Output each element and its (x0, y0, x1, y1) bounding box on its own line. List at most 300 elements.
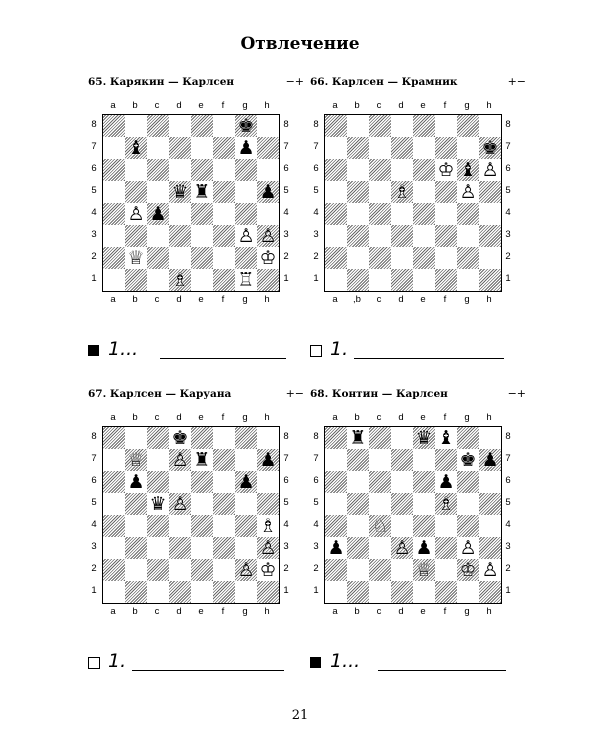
square-g2[interactable] (235, 247, 257, 269)
square-c5[interactable] (147, 493, 169, 515)
square-c8[interactable] (369, 115, 391, 137)
square-g6[interactable] (457, 471, 479, 493)
square-e4[interactable] (413, 515, 435, 537)
square-f4[interactable] (435, 203, 457, 225)
white-knight-icon[interactable]: ♘ (371, 515, 389, 537)
square-a5[interactable] (103, 181, 125, 203)
square-b3[interactable] (125, 537, 147, 559)
square-e4[interactable] (191, 515, 213, 537)
square-h2[interactable] (257, 247, 279, 269)
square-d1[interactable] (169, 581, 191, 603)
square-d4[interactable] (391, 515, 413, 537)
square-f8[interactable] (435, 115, 457, 137)
square-c2[interactable] (369, 559, 391, 581)
square-f2[interactable] (213, 559, 235, 581)
square-e3[interactable] (191, 225, 213, 247)
square-e7[interactable] (413, 449, 435, 471)
square-b8[interactable] (125, 427, 147, 449)
square-d5[interactable] (169, 493, 191, 515)
square-a5[interactable] (325, 181, 347, 203)
white-bishop-icon[interactable]: ♗ (437, 493, 455, 515)
square-e8[interactable] (191, 115, 213, 137)
square-b6[interactable] (347, 159, 369, 181)
square-a7[interactable] (325, 449, 347, 471)
answer-blank[interactable] (132, 670, 284, 671)
square-a1[interactable] (103, 581, 125, 603)
square-c7[interactable] (369, 449, 391, 471)
square-d7[interactable] (391, 449, 413, 471)
white-pawn-icon[interactable]: ♙ (127, 203, 145, 225)
black-king-icon[interactable]: ♚ (459, 449, 477, 471)
square-b8[interactable] (347, 427, 369, 449)
square-b7[interactable] (347, 449, 369, 471)
square-g3[interactable] (235, 537, 257, 559)
square-c8[interactable] (147, 427, 169, 449)
square-f7[interactable] (213, 137, 235, 159)
white-pawn-icon[interactable]: ♙ (171, 493, 189, 515)
square-h5[interactable] (257, 181, 279, 203)
square-d7[interactable] (169, 449, 191, 471)
square-d3[interactable] (169, 225, 191, 247)
square-g1[interactable] (235, 581, 257, 603)
square-h1[interactable] (479, 269, 501, 291)
square-f5[interactable] (213, 493, 235, 515)
square-e2[interactable] (191, 247, 213, 269)
square-c3[interactable] (369, 537, 391, 559)
black-bishop-icon[interactable]: ♝ (459, 159, 477, 181)
black-pawn-icon[interactable]: ♟ (127, 471, 145, 493)
white-bishop-icon[interactable]: ♗ (259, 515, 277, 537)
square-c5[interactable] (369, 181, 391, 203)
square-d2[interactable] (169, 247, 191, 269)
square-a6[interactable] (103, 471, 125, 493)
black-bishop-icon[interactable]: ♝ (437, 427, 455, 449)
square-a3[interactable] (325, 225, 347, 247)
square-h5[interactable] (479, 181, 501, 203)
square-e6[interactable] (413, 159, 435, 181)
square-a5[interactable] (103, 493, 125, 515)
square-d8[interactable] (169, 427, 191, 449)
square-a2[interactable] (103, 247, 125, 269)
square-h6[interactable] (257, 159, 279, 181)
square-c4[interactable] (369, 203, 391, 225)
square-h4[interactable] (257, 515, 279, 537)
square-c4[interactable] (369, 515, 391, 537)
square-a4[interactable] (103, 203, 125, 225)
square-c1[interactable] (147, 269, 169, 291)
square-e5[interactable] (191, 493, 213, 515)
black-pawn-icon[interactable]: ♟ (237, 137, 255, 159)
square-d4[interactable] (391, 203, 413, 225)
square-h8[interactable] (257, 427, 279, 449)
square-h3[interactable] (257, 225, 279, 247)
white-queen-icon[interactable]: ♕ (127, 449, 145, 471)
square-d2[interactable] (391, 559, 413, 581)
square-d2[interactable] (169, 559, 191, 581)
square-b4[interactable] (347, 515, 369, 537)
square-e1[interactable] (191, 269, 213, 291)
square-b4[interactable] (125, 515, 147, 537)
square-d1[interactable] (169, 269, 191, 291)
square-g1[interactable] (457, 581, 479, 603)
square-b1[interactable] (125, 581, 147, 603)
square-g4[interactable] (235, 203, 257, 225)
square-b1[interactable] (347, 581, 369, 603)
square-d7[interactable] (169, 137, 191, 159)
square-b4[interactable] (125, 203, 147, 225)
white-king-icon[interactable]: ♔ (437, 159, 455, 181)
square-a3[interactable] (325, 537, 347, 559)
square-f7[interactable] (213, 449, 235, 471)
square-b6[interactable] (347, 471, 369, 493)
square-g7[interactable] (457, 449, 479, 471)
square-g8[interactable] (457, 115, 479, 137)
square-d3[interactable] (391, 225, 413, 247)
square-a7[interactable] (103, 449, 125, 471)
square-h3[interactable] (257, 537, 279, 559)
square-e1[interactable] (191, 581, 213, 603)
square-e7[interactable] (191, 137, 213, 159)
black-queen-icon[interactable]: ♛ (415, 427, 433, 449)
square-g7[interactable] (235, 449, 257, 471)
square-f6[interactable] (213, 471, 235, 493)
square-g5[interactable] (235, 493, 257, 515)
square-e5[interactable] (191, 181, 213, 203)
square-c4[interactable] (147, 203, 169, 225)
square-a2[interactable] (103, 559, 125, 581)
white-pawn-icon[interactable]: ♙ (481, 159, 499, 181)
square-h7[interactable] (257, 449, 279, 471)
square-e5[interactable] (413, 181, 435, 203)
square-f7[interactable] (435, 449, 457, 471)
square-g7[interactable] (235, 137, 257, 159)
square-c1[interactable] (147, 581, 169, 603)
square-e8[interactable] (191, 427, 213, 449)
square-e8[interactable] (413, 115, 435, 137)
square-c6[interactable] (147, 159, 169, 181)
black-king-icon[interactable]: ♚ (171, 427, 189, 449)
square-d6[interactable] (391, 471, 413, 493)
square-d4[interactable] (169, 515, 191, 537)
square-f4[interactable] (213, 203, 235, 225)
square-b2[interactable] (347, 559, 369, 581)
square-g2[interactable] (457, 247, 479, 269)
square-c6[interactable] (369, 159, 391, 181)
square-d3[interactable] (169, 537, 191, 559)
square-h7[interactable] (479, 137, 501, 159)
square-h3[interactable] (479, 225, 501, 247)
white-bishop-icon[interactable]: ♗ (171, 269, 189, 291)
square-b5[interactable] (125, 181, 147, 203)
square-c7[interactable] (147, 449, 169, 471)
white-pawn-icon[interactable]: ♙ (237, 225, 255, 247)
black-queen-icon[interactable]: ♛ (171, 181, 189, 203)
square-g1[interactable] (457, 269, 479, 291)
square-a7[interactable] (103, 137, 125, 159)
square-e4[interactable] (413, 203, 435, 225)
square-f6[interactable] (435, 471, 457, 493)
square-e7[interactable] (413, 137, 435, 159)
square-f4[interactable] (213, 515, 235, 537)
square-h2[interactable] (479, 559, 501, 581)
square-b1[interactable] (347, 269, 369, 291)
square-a4[interactable] (103, 515, 125, 537)
black-rook-icon[interactable]: ♜ (193, 449, 211, 471)
square-e5[interactable] (413, 493, 435, 515)
square-d4[interactable] (169, 203, 191, 225)
square-a8[interactable] (103, 115, 125, 137)
square-g8[interactable] (235, 427, 257, 449)
square-c2[interactable] (147, 247, 169, 269)
black-king-icon[interactable]: ♚ (237, 115, 255, 137)
square-h4[interactable] (257, 203, 279, 225)
square-b5[interactable] (125, 493, 147, 515)
black-pawn-icon[interactable]: ♟ (437, 471, 455, 493)
square-d8[interactable] (169, 115, 191, 137)
square-g8[interactable] (457, 427, 479, 449)
square-c6[interactable] (369, 471, 391, 493)
square-b6[interactable] (125, 159, 147, 181)
answer-blank[interactable] (354, 358, 504, 359)
square-c3[interactable] (147, 537, 169, 559)
square-e6[interactable] (191, 471, 213, 493)
white-pawn-icon[interactable]: ♙ (171, 449, 189, 471)
square-f7[interactable] (435, 137, 457, 159)
square-h8[interactable] (257, 115, 279, 137)
square-e3[interactable] (413, 225, 435, 247)
square-h2[interactable] (257, 559, 279, 581)
square-b3[interactable] (125, 225, 147, 247)
square-f1[interactable] (213, 269, 235, 291)
square-f5[interactable] (435, 181, 457, 203)
square-h4[interactable] (479, 515, 501, 537)
square-e2[interactable] (191, 559, 213, 581)
white-pawn-icon[interactable]: ♙ (393, 537, 411, 559)
square-b7[interactable] (347, 137, 369, 159)
square-f1[interactable] (435, 269, 457, 291)
square-c6[interactable] (147, 471, 169, 493)
square-a8[interactable] (325, 427, 347, 449)
square-h1[interactable] (479, 581, 501, 603)
square-g5[interactable] (457, 493, 479, 515)
square-a2[interactable] (325, 559, 347, 581)
square-c5[interactable] (369, 493, 391, 515)
square-a8[interactable] (325, 115, 347, 137)
square-c8[interactable] (147, 115, 169, 137)
white-king-icon[interactable]: ♔ (459, 559, 477, 581)
square-f3[interactable] (213, 225, 235, 247)
square-g2[interactable] (457, 559, 479, 581)
square-f6[interactable] (213, 159, 235, 181)
square-f5[interactable] (435, 493, 457, 515)
square-a6[interactable] (325, 159, 347, 181)
square-c1[interactable] (369, 581, 391, 603)
square-h5[interactable] (257, 493, 279, 515)
square-h1[interactable] (257, 269, 279, 291)
square-d2[interactable] (391, 247, 413, 269)
square-a2[interactable] (325, 247, 347, 269)
square-a4[interactable] (325, 515, 347, 537)
square-c1[interactable] (369, 269, 391, 291)
square-b1[interactable] (125, 269, 147, 291)
black-pawn-icon[interactable]: ♟ (481, 449, 499, 471)
square-h3[interactable] (479, 537, 501, 559)
square-c3[interactable] (147, 225, 169, 247)
square-f2[interactable] (435, 247, 457, 269)
square-b7[interactable] (125, 137, 147, 159)
square-f8[interactable] (435, 427, 457, 449)
square-b8[interactable] (125, 115, 147, 137)
square-g6[interactable] (235, 471, 257, 493)
square-c4[interactable] (147, 515, 169, 537)
square-e8[interactable] (413, 427, 435, 449)
square-a3[interactable] (103, 537, 125, 559)
square-f4[interactable] (435, 515, 457, 537)
square-g2[interactable] (235, 559, 257, 581)
square-d5[interactable] (169, 181, 191, 203)
square-g4[interactable] (235, 515, 257, 537)
square-f6[interactable] (435, 159, 457, 181)
square-b7[interactable] (125, 449, 147, 471)
black-rook-icon[interactable]: ♜ (193, 181, 211, 203)
square-g3[interactable] (457, 537, 479, 559)
square-e6[interactable] (413, 471, 435, 493)
square-h1[interactable] (257, 581, 279, 603)
square-d5[interactable] (391, 493, 413, 515)
white-king-icon[interactable]: ♔ (259, 247, 277, 269)
square-g1[interactable] (235, 269, 257, 291)
white-pawn-icon[interactable]: ♙ (237, 559, 255, 581)
square-b6[interactable] (125, 471, 147, 493)
square-a6[interactable] (103, 159, 125, 181)
square-g4[interactable] (457, 203, 479, 225)
black-rook-icon[interactable]: ♜ (349, 427, 367, 449)
square-c5[interactable] (147, 181, 169, 203)
square-a1[interactable] (325, 581, 347, 603)
black-pawn-icon[interactable]: ♟ (415, 537, 433, 559)
square-b3[interactable] (347, 225, 369, 247)
square-g7[interactable] (457, 137, 479, 159)
black-pawn-icon[interactable]: ♟ (259, 181, 277, 203)
white-bishop-icon[interactable]: ♗ (393, 181, 411, 203)
square-e7[interactable] (191, 449, 213, 471)
black-pawn-icon[interactable]: ♟ (237, 471, 255, 493)
square-e3[interactable] (191, 537, 213, 559)
square-h2[interactable] (479, 247, 501, 269)
square-g3[interactable] (235, 225, 257, 247)
square-g6[interactable] (457, 159, 479, 181)
square-b2[interactable] (347, 247, 369, 269)
square-b4[interactable] (347, 203, 369, 225)
square-b5[interactable] (347, 181, 369, 203)
square-d6[interactable] (391, 159, 413, 181)
square-h5[interactable] (479, 493, 501, 515)
square-e2[interactable] (413, 559, 435, 581)
square-f2[interactable] (213, 247, 235, 269)
square-b2[interactable] (125, 559, 147, 581)
white-pawn-icon[interactable]: ♙ (459, 181, 477, 203)
black-king-icon[interactable]: ♚ (481, 137, 499, 159)
square-h4[interactable] (479, 203, 501, 225)
square-a1[interactable] (325, 269, 347, 291)
square-c7[interactable] (369, 137, 391, 159)
square-g8[interactable] (235, 115, 257, 137)
white-pawn-icon[interactable]: ♙ (259, 225, 277, 247)
square-f3[interactable] (435, 225, 457, 247)
square-f8[interactable] (213, 427, 235, 449)
square-c8[interactable] (369, 427, 391, 449)
square-d7[interactable] (391, 137, 413, 159)
square-f1[interactable] (213, 581, 235, 603)
square-d8[interactable] (391, 427, 413, 449)
square-b2[interactable] (125, 247, 147, 269)
white-pawn-icon[interactable]: ♙ (459, 537, 477, 559)
square-g6[interactable] (235, 159, 257, 181)
white-queen-icon[interactable]: ♕ (127, 247, 145, 269)
square-g3[interactable] (457, 225, 479, 247)
square-f1[interactable] (435, 581, 457, 603)
square-e6[interactable] (191, 159, 213, 181)
square-e1[interactable] (413, 269, 435, 291)
square-e4[interactable] (191, 203, 213, 225)
black-pawn-icon[interactable]: ♟ (149, 203, 167, 225)
square-d1[interactable] (391, 269, 413, 291)
square-d6[interactable] (169, 159, 191, 181)
white-pawn-icon[interactable]: ♙ (481, 559, 499, 581)
square-a6[interactable] (325, 471, 347, 493)
black-queen-icon[interactable]: ♛ (149, 493, 167, 515)
square-d8[interactable] (391, 115, 413, 137)
square-a7[interactable] (325, 137, 347, 159)
square-h8[interactable] (479, 427, 501, 449)
black-pawn-icon[interactable]: ♟ (327, 537, 345, 559)
square-g5[interactable] (235, 181, 257, 203)
square-c3[interactable] (369, 225, 391, 247)
square-f3[interactable] (213, 537, 235, 559)
answer-blank[interactable] (160, 358, 286, 359)
white-queen-icon[interactable]: ♕ (415, 559, 433, 581)
square-h6[interactable] (479, 471, 501, 493)
square-b8[interactable] (347, 115, 369, 137)
square-d1[interactable] (391, 581, 413, 603)
square-g4[interactable] (457, 515, 479, 537)
square-a3[interactable] (103, 225, 125, 247)
square-f8[interactable] (213, 115, 235, 137)
square-c7[interactable] (147, 137, 169, 159)
square-c2[interactable] (147, 559, 169, 581)
square-h8[interactable] (479, 115, 501, 137)
square-e2[interactable] (413, 247, 435, 269)
white-king-icon[interactable]: ♔ (259, 559, 277, 581)
square-a1[interactable] (103, 269, 125, 291)
square-h6[interactable] (257, 471, 279, 493)
square-h7[interactable] (479, 449, 501, 471)
white-pawn-icon[interactable]: ♙ (259, 537, 277, 559)
square-c2[interactable] (369, 247, 391, 269)
square-e1[interactable] (413, 581, 435, 603)
square-f3[interactable] (435, 537, 457, 559)
square-f2[interactable] (435, 559, 457, 581)
black-bishop-icon[interactable]: ♝ (127, 137, 145, 159)
square-h6[interactable] (479, 159, 501, 181)
square-a5[interactable] (325, 493, 347, 515)
square-d5[interactable] (391, 181, 413, 203)
square-b5[interactable] (347, 493, 369, 515)
square-a4[interactable] (325, 203, 347, 225)
square-b3[interactable] (347, 537, 369, 559)
white-rook-icon[interactable]: ♖ (237, 269, 255, 291)
answer-blank[interactable] (378, 670, 506, 671)
